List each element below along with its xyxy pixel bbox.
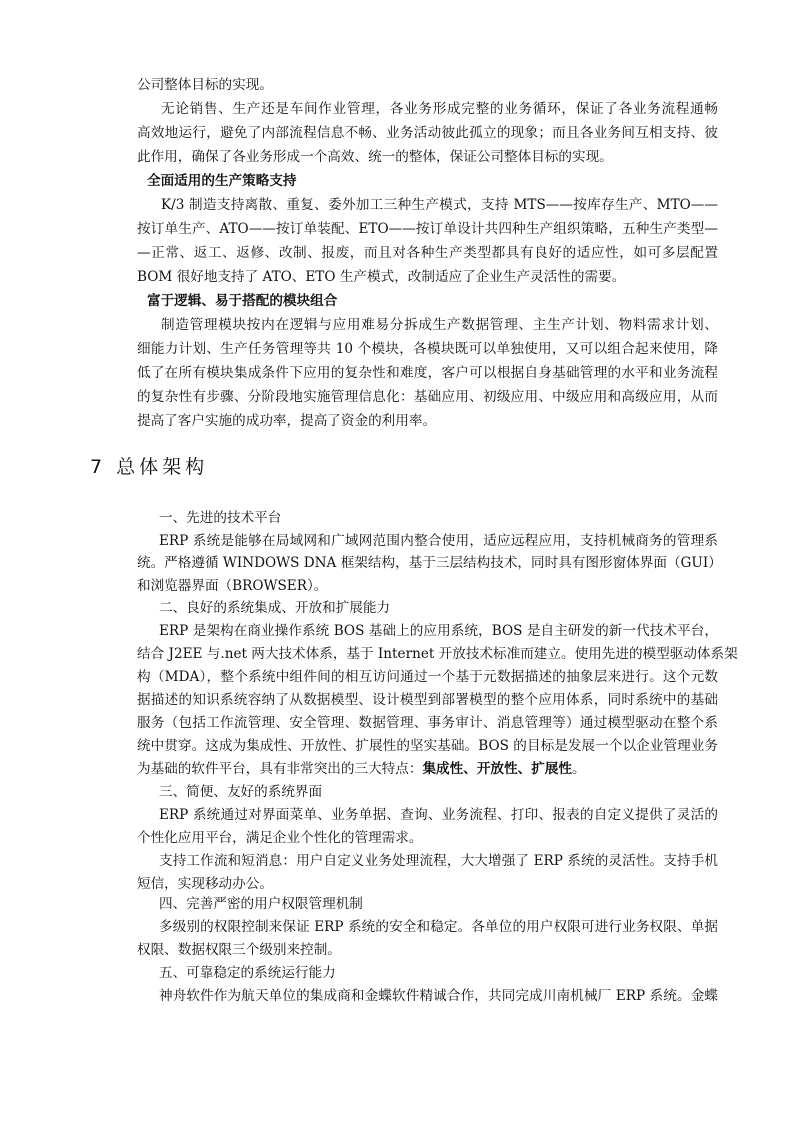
paragraph-line: 支持工作流和短消息：用户自定义业务处理流程，大大增强了 ERP 系统的灵活性。支持手机 (159, 853, 718, 869)
paragraph-line: ERP 系统是能够在局域网和广域网范围内整合使用，适应远程应用，支持机械商务的管理系 (159, 533, 718, 549)
paragraph-line: 的复杂性有步骤、分阶段地实施管理信息化：基础应用、初级应用、中级应用和高级应用，从而 (137, 389, 718, 405)
paragraph-line: ERP 是架构在商业操作系统 BOS 基础上的应用系统，BOS 是自主研发的新一代技术平台， (159, 623, 718, 639)
paragraph-line: 按订单生产、ATO——按订单装配、ETO——按订单设计共四种生产组织策略，五种生产类型— (137, 221, 718, 237)
paragraph-line (137, 758, 718, 780)
item-title: 五、可靠稳定的系统运行能力 (159, 965, 336, 981)
paragraph-line: ERP 系统通过对界面菜单、业务单据、查询、业务流程、打印、报表的自定义提供了灵活的 (159, 807, 718, 823)
text-run: 。 (572, 761, 586, 777)
paragraph-line: 低了在所有模块集成条件下应用的复杂性和难度，客户可以根据自身基础管理的水平和业务流程 (137, 365, 718, 381)
paragraph-line: 构（MDA），整个系统中组件间的相互访问通过一个基于元数据描述的抽象层来进行。这个元数 (137, 669, 718, 685)
paragraph-line: 和浏览器界面（BROWSER）。 (137, 578, 328, 594)
section-heading (90, 452, 208, 479)
subheading-production-strategy: 全面适用的生产策略支持 (147, 173, 297, 189)
paragraph-line: 此作用，确保了各业务形成一个高效、统一的整体，保证公司整体目标的实现。 (137, 149, 613, 165)
paragraph-line: 公司整体目标的实现。 (137, 77, 273, 93)
paragraph-line: 据描述的知识系统容纳了从数据模型、设计模型到部署模型的整个应用体系，同时系统中的基础 (137, 692, 718, 708)
paragraph-line: BOM 很好地支持了 ATO、ETO 生产模式，改制适应了企业生产灵活性的需要。 (137, 269, 626, 285)
paragraph-line: 提高了客户实施的成功率，提高了资金的利用率。 (137, 413, 437, 429)
section-number: 7 (90, 456, 107, 478)
paragraph-line: 高效地运行，避免了内部流程信息不畅、业务活动彼此孤立的现象；而且各业务间互相支持、彼 (137, 125, 718, 141)
paragraph-line: —正常、返工、返修、改制、报废，而且对各种生产类型都具有良好的适应性，如可多层配置 (137, 245, 718, 261)
paragraph-line: 个性化应用平台，满足企业个性化的管理需求。 (137, 830, 423, 846)
paragraph-line: 多级别的权限控制来保证 ERP 系统的安全和稳定。各单位的用户权限可进行业务权限、单据 (159, 919, 718, 935)
text-run: 为基础的软件平台，具有非常突出的三大特点： (137, 761, 423, 777)
paragraph-line: 细能力计划、生产任务管理等共 10 个模块，各模块既可以单独使用，又可以组合起来使用，降 (137, 341, 718, 357)
paragraph-line: 神舟软件作为航天单位的集成商和金蝶软件精诚合作，共同完成川南机械厂 ERP 系统。金蝶 (159, 988, 718, 1004)
paragraph-line: K/3 制造支持离散、重复、委外加工三种生产模式，支持 MTS——按库存生产、MTO—— (161, 197, 718, 213)
item-title: 二、良好的系统集成、开放和扩展能力 (159, 600, 391, 616)
paragraph-line: 统中贯穿。这成为集成性、开放性、扩展性的坚实基础。BOS 的目标是发展一个以企业管理业务 (137, 738, 718, 754)
section-title: 总体架构 (116, 456, 209, 478)
paragraph-line: 统。严格遵循 WINDOWS DNA 框架结构，基于三层结构技术，同时具有图形窗体界面（GUI） (137, 555, 722, 571)
paragraph-line: 结合 J2EE 与.net 两大技术体系，基于 Internet 开放技术标准而建立。使用先进的模型驱动体系架 (137, 646, 738, 662)
paragraph-line: 无论销售、生产还是车间作业管理，各业务形成完整的业务循环，保证了各业务流程通畅 (161, 101, 718, 117)
paragraph-line: 权限、数据权限三个级别来控制。 (137, 942, 341, 958)
paragraph-line: 短信，实现移动办公。 (137, 876, 273, 892)
item-title: 四、完善严密的用户权限管理机制 (159, 896, 363, 912)
bold-key-features: 集成性、开放性、扩展性 (422, 761, 572, 777)
item-title: 一、先进的技术平台 (159, 510, 282, 526)
paragraph-line: 服务（包括工作流管理、安全管理、数据管理、事务审计、消息管理等）通过模型驱动在整个系 (137, 715, 718, 731)
item-title: 三、简便、友好的系统界面 (159, 784, 323, 800)
subheading-module-combination: 富于逻辑、易于搭配的模块组合 (147, 293, 338, 309)
paragraph-line: 制造管理模块按内在逻辑与应用难易分拆成生产数据管理、主生产计划、物料需求计划、 (161, 317, 718, 333)
